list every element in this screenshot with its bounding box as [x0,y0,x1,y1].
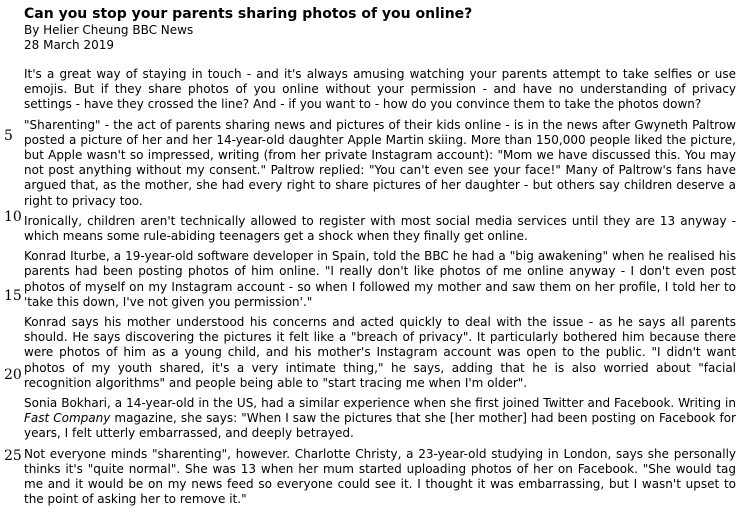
line-number: 15 [4,288,22,304]
paragraph: Not everyone minds "sharenting", however. Charlotte Christy, a 23-year-old studying in London, says she personally thinks it's "quite normal". She was 13 when her mum started uploading photos of her on Facebook. "She would tag me and it would be on my news feed so everyone could see it. I thought it was embarrassing, but I wasn't upset to the point of asking her to remove it." [24,446,736,507]
article-date: 28 March 2019 [24,38,115,52]
line-number: 20 [4,367,22,383]
article-byline: By Helier Cheung BBC News [24,23,194,37]
line-number: 10 [4,209,22,225]
article-title: Can you stop your parents sharing photos of you online? [24,6,473,22]
paragraph: "Sharenting" - the act of parents sharing news and pictures of their kids online - is in the news after Gwyneth Paltrow posted a picture of her and her 14-year-old daughter Apple Martin skiing. More than 150,000 people liked the picture, but Apple wasn't so impressed, writing (from her private Instagram account): "Mom we have discussed this. You may not post anything without my consent." Paltrow replied: "You can't even see your face!" Many of Paltrow's fans have argued that, as the mother, she had every right to share pictures of her daughter - but others say children deserve a right to privacy too. [24,117,736,208]
paragraph: Ironically, children aren't technically allowed to register with most social media services until they are 13 anyway - which means some rule-abiding teenagers get a shock when they finally get online. [24,213,736,244]
article-body [24,67,736,512]
article-header [24,6,472,53]
line-number: 25 [4,448,22,464]
paragraph: It's a great way of staying in touch - and it's always amusing watching your parents attempt to take selfies or use emojis. But if they share photos of you online without your permission - and have no understanding of privacy settings - have they crossed the line? And - if you want to - how do you convince them to take the photos down? [24,67,736,112]
line-number: 5 [4,128,13,144]
paragraph-sonia [24,396,736,442]
paragraph-text: Sonia Bokhari, a 14-year-old in the US, had a similar experience when she first joined Twitter and Facebook. Writing in [24,396,736,411]
paragraph: Konrad says his mother understood his concerns and acted quickly to deal with the issue - as he says all parents should. He says discovering the pictures it felt like a "breach of privacy". It particularly bothered him because there were photos of him as a young child, and his mother's Instagram account was open to the public. "I didn't want photos of my youth shared, it's a very intimate thing," he says, adding that he is also worried about "facial recognition algorithms" and people being able to "start tracing me when I'm older". [24,315,736,390]
paragraph: Konrad Iturbe, a 19-year-old software developer in Spain, told the BBC he had a "big awakening" when he realised his parents had been posting photos of him online. "I really don't like photos of me online anyway - I don't even post photos of myself on my Instagram account - so when I followed my mother and saw them on her profile, I told her to 'take this down, I've not given you permission'." [24,249,736,309]
publication-name: Fast Company [24,411,111,426]
paragraph-text: magazine, she says: "When I saw the pictures that she [her mother] had been posting on Facebook for years, I felt utterly embarrassed, and deeply betrayed. [24,411,736,441]
